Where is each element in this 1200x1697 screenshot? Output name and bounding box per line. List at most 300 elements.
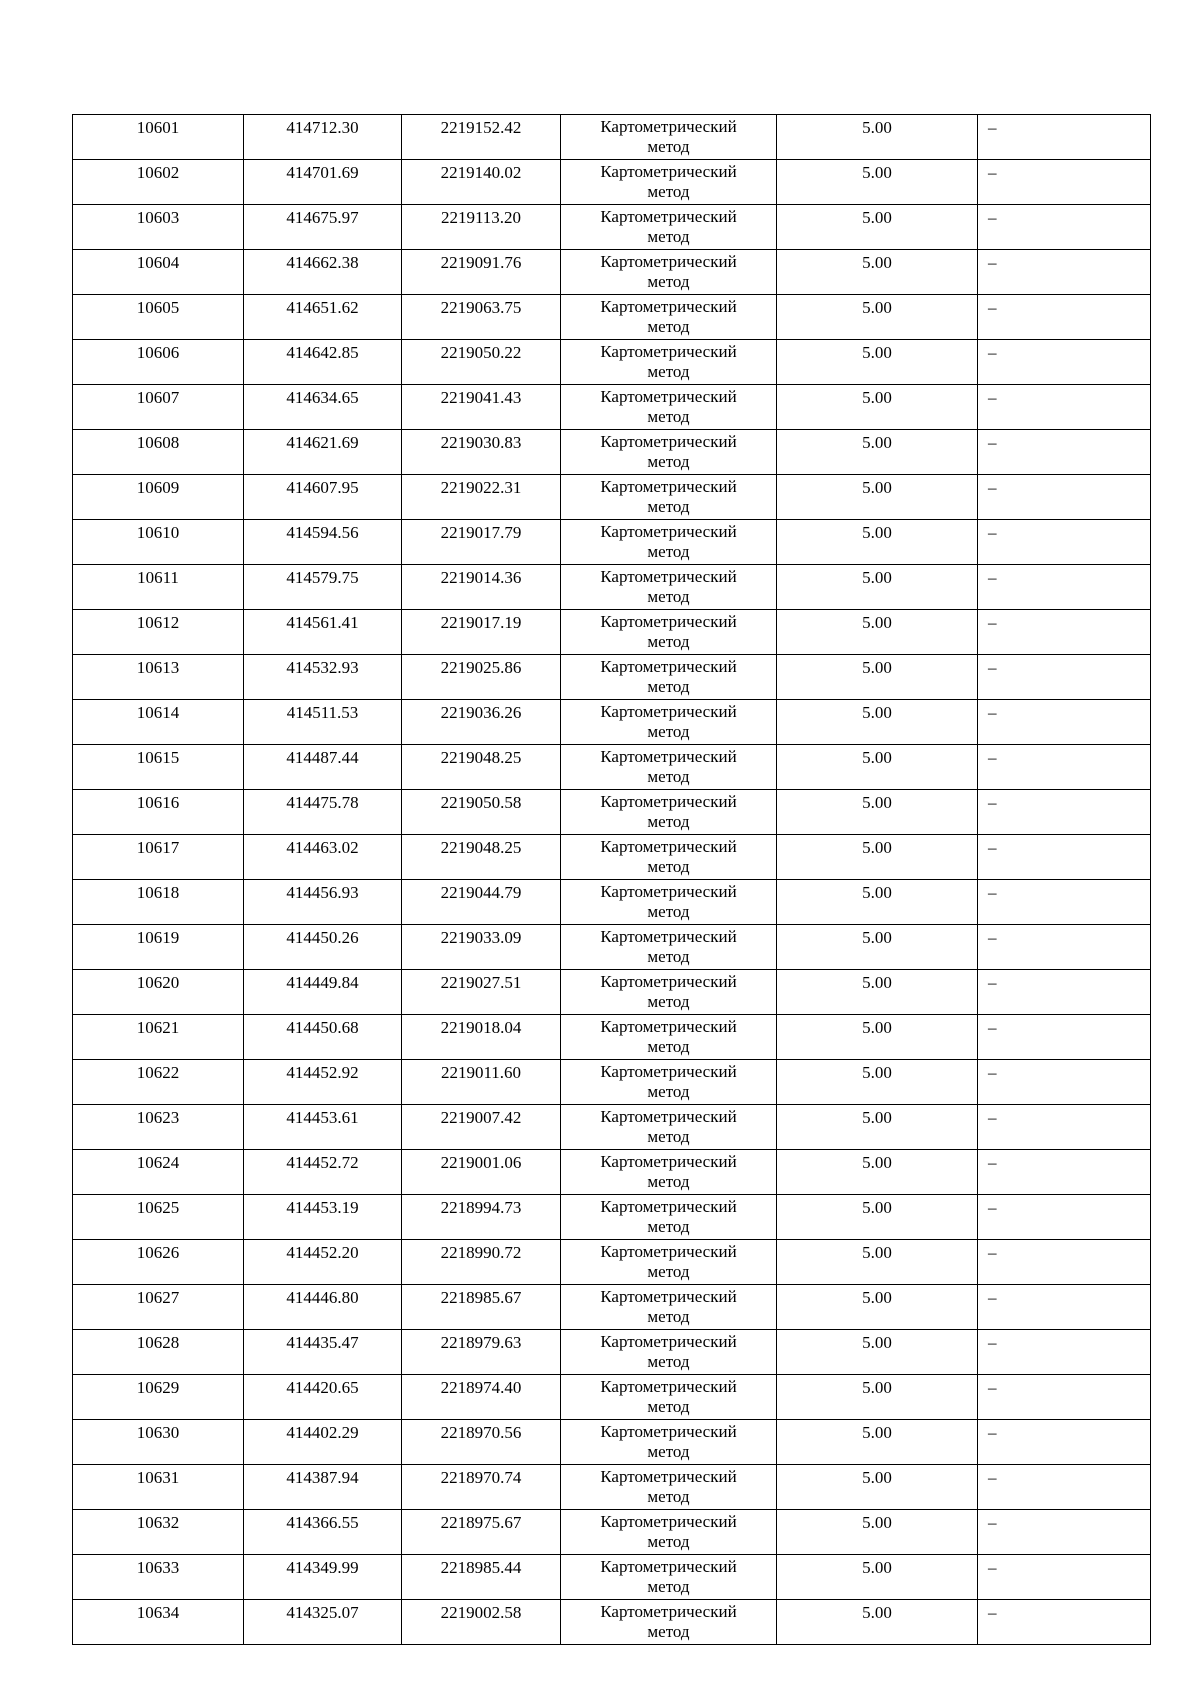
method-line-2: метод [647, 1442, 690, 1461]
accuracy-cell: 5.00 [777, 700, 978, 745]
accuracy-cell: 5.00 [777, 610, 978, 655]
y-coordinate-cell: 2219002.58 [402, 1600, 561, 1645]
y-coordinate-cell: 2219017.79 [402, 520, 561, 565]
table-row [73, 520, 1151, 565]
table-row [73, 115, 1151, 160]
method-line-2: метод [647, 902, 690, 921]
method-cell [561, 655, 777, 700]
method-line-1: Картометрический [600, 1512, 737, 1531]
method-line-1: Картометрический [600, 477, 737, 496]
method-line-2: метод [647, 857, 690, 876]
y-coordinate-cell: 2219140.02 [402, 160, 561, 205]
x-coordinate-cell: 414452.20 [244, 1240, 402, 1285]
accuracy-cell: 5.00 [777, 970, 978, 1015]
note-cell: – [978, 1600, 1151, 1645]
point-id-cell: 10628 [73, 1330, 244, 1375]
table-row [73, 565, 1151, 610]
accuracy-cell: 5.00 [777, 1240, 978, 1285]
table-row [73, 925, 1151, 970]
method-cell [561, 340, 777, 385]
y-coordinate-cell: 2219018.04 [402, 1015, 561, 1060]
y-coordinate-cell: 2219113.20 [402, 205, 561, 250]
x-coordinate-cell: 414435.47 [244, 1330, 402, 1375]
method-line-1: Картометрический [600, 522, 737, 541]
point-id-cell: 10624 [73, 1150, 244, 1195]
note-cell: – [978, 475, 1151, 520]
method-line-1: Картометрический [600, 657, 737, 676]
method-cell [561, 1330, 777, 1375]
method-cell [561, 1105, 777, 1150]
x-coordinate-cell: 414456.93 [244, 880, 402, 925]
method-line-1: Картометрический [600, 1332, 737, 1351]
point-id-cell: 10610 [73, 520, 244, 565]
method-line-1: Картометрический [600, 612, 737, 631]
accuracy-cell: 5.00 [777, 925, 978, 970]
method-line-1: Картометрический [600, 1017, 737, 1036]
note-cell: – [978, 700, 1151, 745]
point-id-cell: 10631 [73, 1465, 244, 1510]
method-line-2: метод [647, 1622, 690, 1641]
x-coordinate-cell: 414532.93 [244, 655, 402, 700]
accuracy-cell: 5.00 [777, 1330, 978, 1375]
method-line-2: метод [647, 677, 690, 696]
y-coordinate-cell: 2218994.73 [402, 1195, 561, 1240]
accuracy-cell: 5.00 [777, 1015, 978, 1060]
method-line-1: Картометрический [600, 117, 737, 136]
method-cell [561, 610, 777, 655]
x-coordinate-cell: 414452.72 [244, 1150, 402, 1195]
table-body [73, 115, 1151, 1645]
point-id-cell: 10608 [73, 430, 244, 475]
method-line-2: метод [647, 542, 690, 561]
method-line-1: Картометрический [600, 1422, 737, 1441]
method-cell [561, 1015, 777, 1060]
note-cell: – [978, 250, 1151, 295]
method-line-2: метод [647, 137, 690, 156]
point-id-cell: 10629 [73, 1375, 244, 1420]
note-cell: – [978, 115, 1151, 160]
method-line-1: Картометрический [600, 252, 737, 271]
note-cell: – [978, 520, 1151, 565]
method-line-2: метод [647, 812, 690, 831]
y-coordinate-cell: 2219050.58 [402, 790, 561, 835]
method-line-2: метод [647, 362, 690, 381]
accuracy-cell: 5.00 [777, 385, 978, 430]
note-cell: – [978, 205, 1151, 250]
accuracy-cell: 5.00 [777, 1420, 978, 1465]
method-line-2: метод [647, 1352, 690, 1371]
note-cell: – [978, 1330, 1151, 1375]
y-coordinate-cell: 2219027.51 [402, 970, 561, 1015]
note-cell: – [978, 385, 1151, 430]
x-coordinate-cell: 414450.26 [244, 925, 402, 970]
x-coordinate-cell: 414561.41 [244, 610, 402, 655]
table-row [73, 1195, 1151, 1240]
x-coordinate-cell: 414366.55 [244, 1510, 402, 1555]
y-coordinate-cell: 2219048.25 [402, 835, 561, 880]
method-line-2: метод [647, 227, 690, 246]
point-id-cell: 10626 [73, 1240, 244, 1285]
y-coordinate-cell: 2218979.63 [402, 1330, 561, 1375]
x-coordinate-cell: 414607.95 [244, 475, 402, 520]
x-coordinate-cell: 414651.62 [244, 295, 402, 340]
point-id-cell: 10620 [73, 970, 244, 1015]
accuracy-cell: 5.00 [777, 430, 978, 475]
note-cell: – [978, 880, 1151, 925]
accuracy-cell: 5.00 [777, 475, 978, 520]
method-cell [561, 835, 777, 880]
method-line-1: Картометрический [600, 297, 737, 316]
note-cell: – [978, 835, 1151, 880]
y-coordinate-cell: 2219017.19 [402, 610, 561, 655]
note-cell: – [978, 1375, 1151, 1420]
method-cell [561, 1240, 777, 1285]
table-row [73, 1510, 1151, 1555]
method-cell [561, 250, 777, 295]
x-coordinate-cell: 414675.97 [244, 205, 402, 250]
point-id-cell: 10604 [73, 250, 244, 295]
accuracy-cell: 5.00 [777, 565, 978, 610]
note-cell: – [978, 1195, 1151, 1240]
y-coordinate-cell: 2219022.31 [402, 475, 561, 520]
point-id-cell: 10621 [73, 1015, 244, 1060]
method-line-2: метод [647, 1172, 690, 1191]
method-line-1: Картометрический [600, 837, 737, 856]
table-row [73, 1465, 1151, 1510]
method-line-2: метод [647, 632, 690, 651]
method-line-2: метод [647, 497, 690, 516]
accuracy-cell: 5.00 [777, 745, 978, 790]
method-cell [561, 520, 777, 565]
method-line-1: Картометрический [600, 342, 737, 361]
method-cell [561, 1465, 777, 1510]
table-row [73, 790, 1151, 835]
y-coordinate-cell: 2219152.42 [402, 115, 561, 160]
table-row [73, 1150, 1151, 1195]
y-coordinate-cell: 2219014.36 [402, 565, 561, 610]
note-cell: – [978, 1510, 1151, 1555]
accuracy-cell: 5.00 [777, 1375, 978, 1420]
table-row [73, 385, 1151, 430]
method-cell [561, 1285, 777, 1330]
point-id-cell: 10615 [73, 745, 244, 790]
table-row [73, 610, 1151, 655]
point-id-cell: 10601 [73, 115, 244, 160]
x-coordinate-cell: 414453.19 [244, 1195, 402, 1240]
y-coordinate-cell: 2218985.44 [402, 1555, 561, 1600]
table-row [73, 475, 1151, 520]
table-row [73, 1285, 1151, 1330]
method-line-1: Картометрический [600, 1377, 737, 1396]
method-line-2: метод [647, 317, 690, 336]
point-id-cell: 10627 [73, 1285, 244, 1330]
point-id-cell: 10611 [73, 565, 244, 610]
y-coordinate-cell: 2218990.72 [402, 1240, 561, 1285]
y-coordinate-cell: 2219048.25 [402, 745, 561, 790]
table-row [73, 295, 1151, 340]
accuracy-cell: 5.00 [777, 790, 978, 835]
note-cell: – [978, 565, 1151, 610]
y-coordinate-cell: 2219050.22 [402, 340, 561, 385]
method-line-1: Картометрический [600, 1467, 737, 1486]
method-line-1: Картометрический [600, 1062, 737, 1081]
method-cell [561, 205, 777, 250]
y-coordinate-cell: 2219044.79 [402, 880, 561, 925]
table-row [73, 1420, 1151, 1465]
point-id-cell: 10603 [73, 205, 244, 250]
accuracy-cell: 5.00 [777, 1150, 978, 1195]
note-cell: – [978, 340, 1151, 385]
accuracy-cell: 5.00 [777, 115, 978, 160]
method-line-1: Картометрический [600, 1557, 737, 1576]
x-coordinate-cell: 414349.99 [244, 1555, 402, 1600]
y-coordinate-cell: 2219041.43 [402, 385, 561, 430]
x-coordinate-cell: 414701.69 [244, 160, 402, 205]
x-coordinate-cell: 414402.29 [244, 1420, 402, 1465]
method-cell [561, 1060, 777, 1105]
method-line-1: Картометрический [600, 1242, 737, 1261]
point-id-cell: 10630 [73, 1420, 244, 1465]
accuracy-cell: 5.00 [777, 1600, 978, 1645]
table-row [73, 745, 1151, 790]
accuracy-cell: 5.00 [777, 835, 978, 880]
method-line-1: Картометрический [600, 1287, 737, 1306]
y-coordinate-cell: 2219030.83 [402, 430, 561, 475]
x-coordinate-cell: 414446.80 [244, 1285, 402, 1330]
x-coordinate-cell: 414452.92 [244, 1060, 402, 1105]
table-row [73, 970, 1151, 1015]
accuracy-cell: 5.00 [777, 1285, 978, 1330]
table-row [73, 250, 1151, 295]
method-cell [561, 1150, 777, 1195]
x-coordinate-cell: 414594.56 [244, 520, 402, 565]
method-line-1: Картометрический [600, 747, 737, 766]
method-line-2: метод [647, 182, 690, 201]
x-coordinate-cell: 414634.65 [244, 385, 402, 430]
method-line-1: Картометрический [600, 162, 737, 181]
method-line-1: Картометрический [600, 927, 737, 946]
note-cell: – [978, 1150, 1151, 1195]
table-row [73, 1330, 1151, 1375]
method-cell [561, 1600, 777, 1645]
method-line-2: метод [647, 1397, 690, 1416]
table-row [73, 1015, 1151, 1060]
method-line-1: Картометрический [600, 432, 737, 451]
method-cell [561, 745, 777, 790]
note-cell: – [978, 1420, 1151, 1465]
x-coordinate-cell: 414662.38 [244, 250, 402, 295]
y-coordinate-cell: 2219025.86 [402, 655, 561, 700]
method-line-2: метод [647, 407, 690, 426]
note-cell: – [978, 970, 1151, 1015]
accuracy-cell: 5.00 [777, 1105, 978, 1150]
y-coordinate-cell: 2219011.60 [402, 1060, 561, 1105]
point-id-cell: 10613 [73, 655, 244, 700]
note-cell: – [978, 1285, 1151, 1330]
method-line-2: метод [647, 1037, 690, 1056]
point-id-cell: 10619 [73, 925, 244, 970]
point-id-cell: 10606 [73, 340, 244, 385]
method-line-2: метод [647, 722, 690, 741]
x-coordinate-cell: 414475.78 [244, 790, 402, 835]
table-row [73, 1240, 1151, 1285]
note-cell: – [978, 1240, 1151, 1285]
accuracy-cell: 5.00 [777, 205, 978, 250]
method-cell [561, 430, 777, 475]
x-coordinate-cell: 414450.68 [244, 1015, 402, 1060]
method-cell [561, 295, 777, 340]
accuracy-cell: 5.00 [777, 520, 978, 565]
y-coordinate-cell: 2219036.26 [402, 700, 561, 745]
point-id-cell: 10634 [73, 1600, 244, 1645]
method-line-2: метод [647, 587, 690, 606]
table-row [73, 1060, 1151, 1105]
method-line-1: Картометрический [600, 1602, 737, 1621]
accuracy-cell: 5.00 [777, 160, 978, 205]
method-line-2: метод [647, 1262, 690, 1281]
point-id-cell: 10612 [73, 610, 244, 655]
method-cell [561, 925, 777, 970]
method-cell [561, 970, 777, 1015]
method-line-1: Картометрический [600, 882, 737, 901]
x-coordinate-cell: 414420.65 [244, 1375, 402, 1420]
point-id-cell: 10609 [73, 475, 244, 520]
table-row [73, 1600, 1151, 1645]
point-id-cell: 10622 [73, 1060, 244, 1105]
note-cell: – [978, 610, 1151, 655]
accuracy-cell: 5.00 [777, 655, 978, 700]
table-row [73, 655, 1151, 700]
x-coordinate-cell: 414621.69 [244, 430, 402, 475]
accuracy-cell: 5.00 [777, 1195, 978, 1240]
method-cell [561, 385, 777, 430]
note-cell: – [978, 160, 1151, 205]
y-coordinate-cell: 2219091.76 [402, 250, 561, 295]
method-cell [561, 115, 777, 160]
method-line-2: метод [647, 1127, 690, 1146]
note-cell: – [978, 925, 1151, 970]
accuracy-cell: 5.00 [777, 1510, 978, 1555]
point-id-cell: 10602 [73, 160, 244, 205]
method-line-1: Картометрический [600, 207, 737, 226]
x-coordinate-cell: 414712.30 [244, 115, 402, 160]
accuracy-cell: 5.00 [777, 1060, 978, 1105]
point-id-cell: 10618 [73, 880, 244, 925]
method-cell [561, 1420, 777, 1465]
method-cell [561, 1555, 777, 1600]
method-line-1: Картометрический [600, 702, 737, 721]
method-line-2: метод [647, 767, 690, 786]
method-line-2: метод [647, 1082, 690, 1101]
method-line-2: метод [647, 1532, 690, 1551]
x-coordinate-cell: 414387.94 [244, 1465, 402, 1510]
note-cell: – [978, 1105, 1151, 1150]
method-cell [561, 790, 777, 835]
method-cell [561, 1510, 777, 1555]
point-id-cell: 10605 [73, 295, 244, 340]
method-line-1: Картометрический [600, 567, 737, 586]
x-coordinate-cell: 414487.44 [244, 745, 402, 790]
note-cell: – [978, 430, 1151, 475]
x-coordinate-cell: 414511.53 [244, 700, 402, 745]
method-cell [561, 1195, 777, 1240]
x-coordinate-cell: 414325.07 [244, 1600, 402, 1645]
x-coordinate-cell: 414453.61 [244, 1105, 402, 1150]
accuracy-cell: 5.00 [777, 250, 978, 295]
table-row [73, 205, 1151, 250]
x-coordinate-cell: 414642.85 [244, 340, 402, 385]
table-row [73, 160, 1151, 205]
table-row [73, 430, 1151, 475]
method-line-2: метод [647, 272, 690, 291]
point-id-cell: 10614 [73, 700, 244, 745]
x-coordinate-cell: 414579.75 [244, 565, 402, 610]
method-line-1: Картометрический [600, 792, 737, 811]
y-coordinate-cell: 2218970.56 [402, 1420, 561, 1465]
note-cell: – [978, 1015, 1151, 1060]
method-cell [561, 565, 777, 610]
y-coordinate-cell: 2219033.09 [402, 925, 561, 970]
method-cell [561, 475, 777, 520]
y-coordinate-cell: 2219001.06 [402, 1150, 561, 1195]
point-id-cell: 10633 [73, 1555, 244, 1600]
method-cell [561, 1375, 777, 1420]
accuracy-cell: 5.00 [777, 340, 978, 385]
method-line-2: метод [647, 992, 690, 1011]
table-row [73, 340, 1151, 385]
accuracy-cell: 5.00 [777, 1465, 978, 1510]
point-id-cell: 10632 [73, 1510, 244, 1555]
method-line-1: Картометрический [600, 972, 737, 991]
accuracy-cell: 5.00 [777, 295, 978, 340]
table-row [73, 880, 1151, 925]
method-line-2: метод [647, 1217, 690, 1236]
method-line-2: метод [647, 452, 690, 471]
table-row [73, 1105, 1151, 1150]
table-row [73, 700, 1151, 745]
note-cell: – [978, 655, 1151, 700]
accuracy-cell: 5.00 [777, 1555, 978, 1600]
note-cell: – [978, 1060, 1151, 1105]
method-line-2: метод [647, 1307, 690, 1326]
method-line-1: Картометрический [600, 1107, 737, 1126]
point-id-cell: 10607 [73, 385, 244, 430]
table-row [73, 1375, 1151, 1420]
point-id-cell: 10617 [73, 835, 244, 880]
method-cell [561, 160, 777, 205]
y-coordinate-cell: 2219007.42 [402, 1105, 561, 1150]
table-row [73, 1555, 1151, 1600]
method-line-2: метод [647, 1487, 690, 1506]
method-cell [561, 880, 777, 925]
x-coordinate-cell: 414463.02 [244, 835, 402, 880]
y-coordinate-cell: 2219063.75 [402, 295, 561, 340]
method-line-1: Картометрический [600, 387, 737, 406]
table-row [73, 835, 1151, 880]
y-coordinate-cell: 2218985.67 [402, 1285, 561, 1330]
point-id-cell: 10625 [73, 1195, 244, 1240]
note-cell: – [978, 295, 1151, 340]
note-cell: – [978, 1555, 1151, 1600]
note-cell: – [978, 790, 1151, 835]
note-cell: – [978, 1465, 1151, 1510]
point-id-cell: 10623 [73, 1105, 244, 1150]
method-line-2: метод [647, 1577, 690, 1596]
method-line-1: Картометрический [600, 1197, 737, 1216]
y-coordinate-cell: 2218975.67 [402, 1510, 561, 1555]
point-id-cell: 10616 [73, 790, 244, 835]
accuracy-cell: 5.00 [777, 880, 978, 925]
